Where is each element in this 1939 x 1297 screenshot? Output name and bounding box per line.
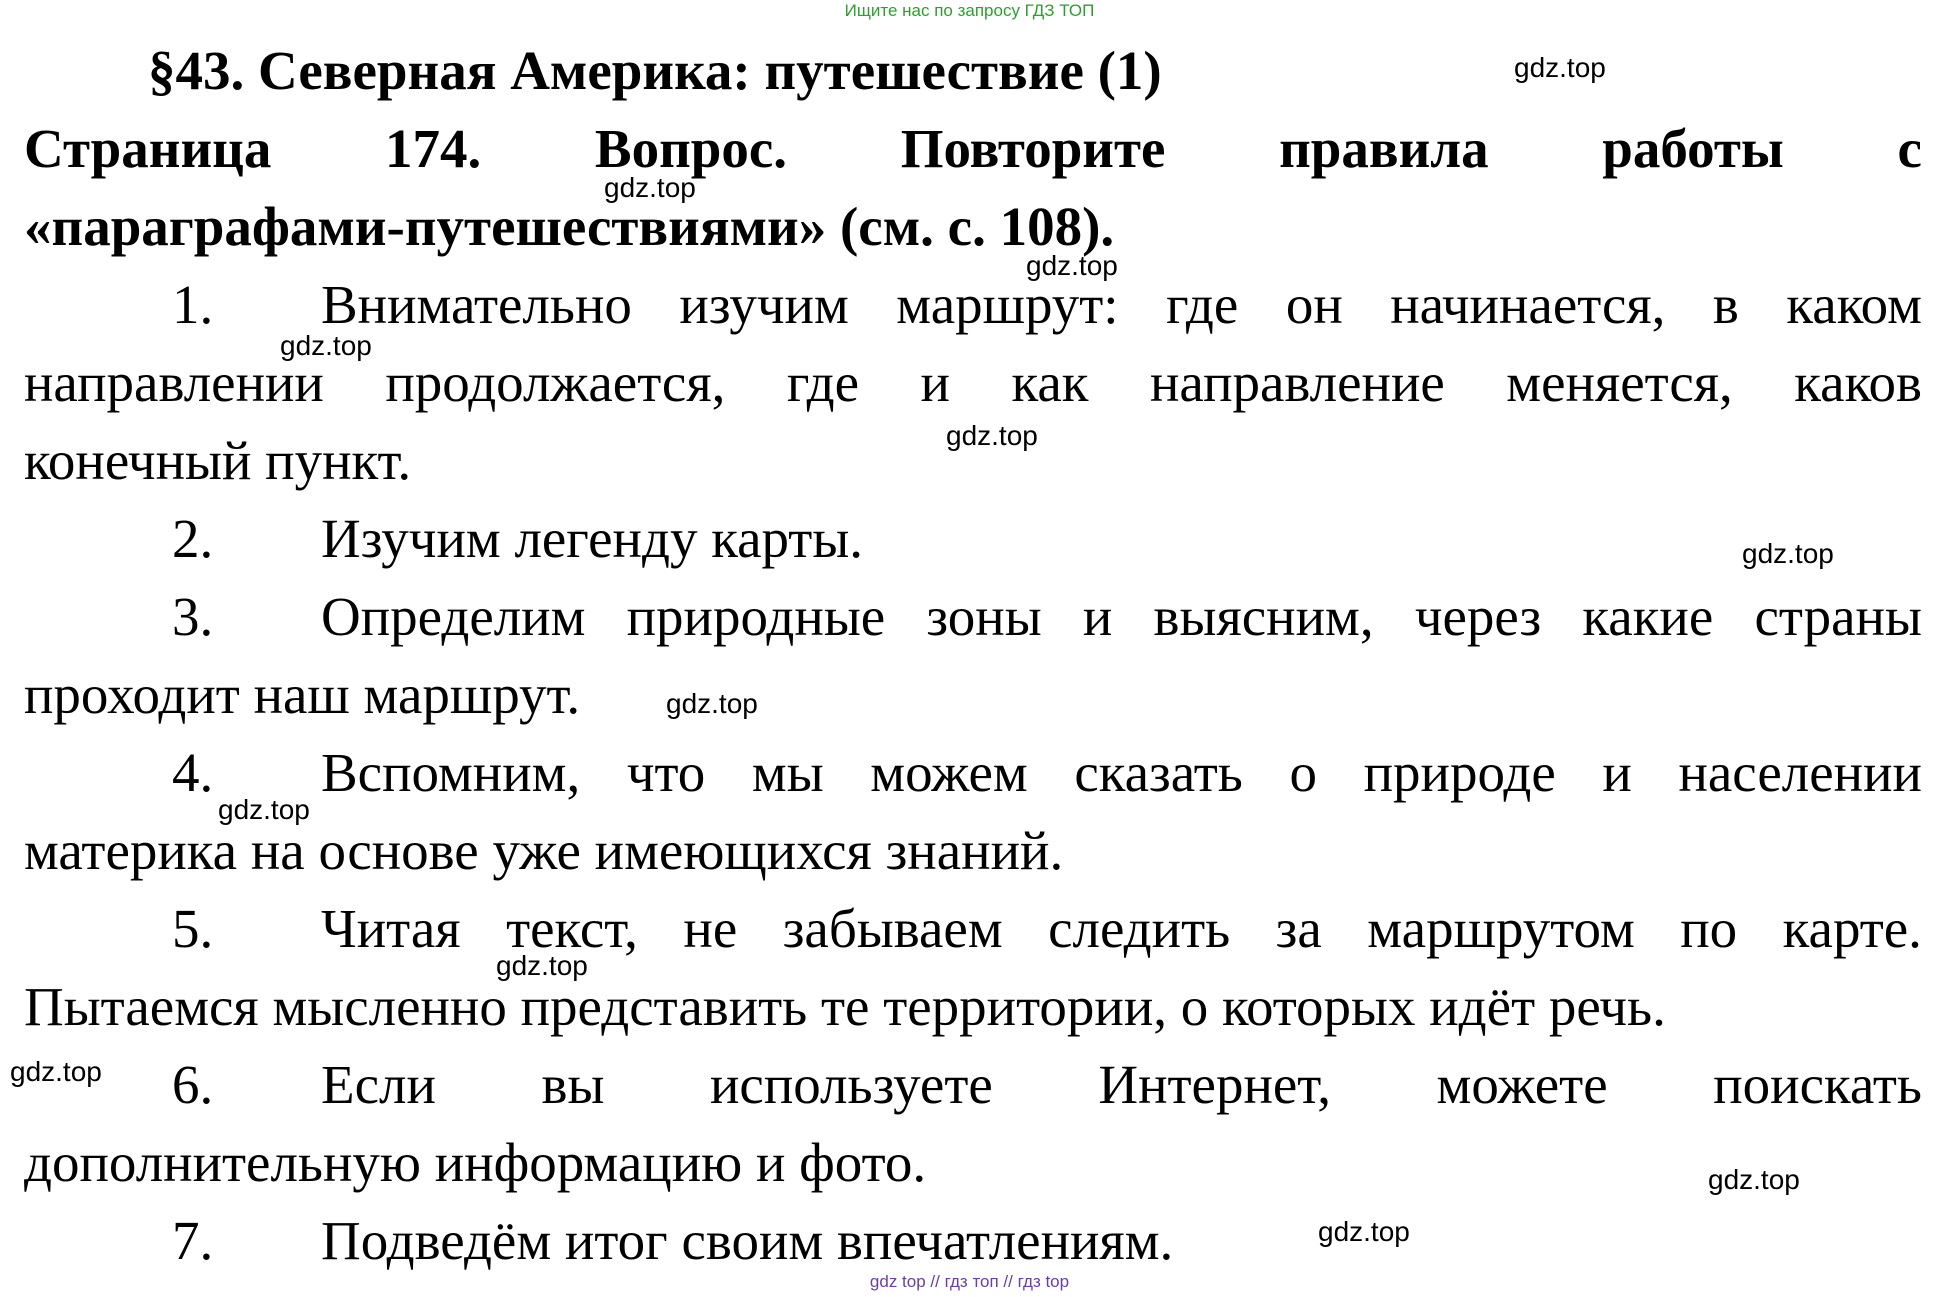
item-word: начинается, [1390, 274, 1666, 335]
question-word: Страница [24, 118, 272, 179]
item-word: каком [1786, 274, 1922, 335]
watermark: gdz.top [1026, 250, 1118, 281]
list-item-number: 2. [172, 508, 214, 569]
question-word: правила [1279, 118, 1489, 179]
watermark: gdz.top [666, 688, 758, 719]
item-word: забываем [782, 898, 1003, 959]
list-item-number: 7. [172, 1210, 214, 1271]
watermark: gdz.top [1514, 52, 1606, 83]
item-word: карте. [1782, 898, 1922, 959]
list-item-2 [24, 500, 1922, 578]
item-word: и [1082, 586, 1113, 647]
item-word: населении [1678, 742, 1922, 803]
item-word: где [786, 352, 860, 413]
item-word: поискать [1713, 1054, 1922, 1115]
list-item-number: 1. Внимательно [172, 274, 632, 335]
list-item-number: 3. Определим [172, 586, 586, 647]
item-word: мы [751, 742, 824, 803]
item-word: он [1285, 274, 1343, 335]
watermark: gdz.top [946, 420, 1038, 451]
item-word: в [1712, 274, 1739, 335]
item-word: сказать [1074, 742, 1243, 803]
item-word: Интернет, [1098, 1054, 1331, 1115]
list-item-5-line-2: Пытаемся мысленно представить те территории, о которых идёт речь. [24, 976, 1666, 1037]
question-word: Вопрос. [594, 118, 788, 179]
item-word: можете [1436, 1054, 1608, 1115]
list-item-6-line-2: дополнительную информацию и фото. [24, 1132, 927, 1193]
list-item-1-line-3: конечный пункт. [24, 430, 412, 491]
list-item-number: 4. Вспомним, [172, 742, 581, 803]
item-word: каков [1794, 352, 1922, 413]
item-word: страны [1754, 586, 1922, 647]
question-word: 174. [385, 118, 482, 179]
item-word: маршрут: [896, 274, 1119, 335]
list-item-text: Подведём итог своим впечатлениям. [321, 1210, 1174, 1271]
list-item-5-line-1 [24, 890, 1922, 968]
list-item-number: 6. Если [172, 1054, 436, 1115]
item-word: направлении [24, 352, 324, 413]
item-word: и [1602, 742, 1632, 803]
item-word: за [1275, 898, 1322, 959]
item-word: не [683, 898, 738, 959]
question-word: с [1897, 118, 1922, 179]
top-banner: Ищите нас по запросу ГДЗ ТОП [844, 1, 1095, 20]
page-title: §43. Северная Америка: путешествие (1) [148, 40, 1162, 101]
question-line-2: «параграфами-путешествиями» (см. с. 108). [24, 196, 1115, 257]
item-word: можем [870, 742, 1028, 803]
item-word: меняется, [1506, 352, 1733, 413]
watermark: gdz.top [496, 950, 588, 981]
watermark: gdz.top [1708, 1164, 1800, 1195]
item-word: следить [1048, 898, 1231, 959]
list-item-text: Изучим легенду карты. [321, 508, 864, 569]
item-word: вы [541, 1054, 605, 1115]
watermark: gdz.top [10, 1056, 102, 1087]
watermark: gdz.top [604, 172, 696, 203]
watermark: gdz.top [280, 330, 372, 361]
list-item-6-line-1 [24, 1046, 1922, 1124]
item-word: о [1289, 742, 1317, 803]
question-word: Повторите [900, 118, 1166, 179]
footer-links: gdz top // гдз топ // гдз top [869, 1272, 1070, 1291]
item-word: через [1414, 586, 1542, 647]
item-word: как [1011, 352, 1089, 413]
item-word: продолжается, [385, 352, 726, 413]
item-word: текст, [506, 898, 638, 959]
watermark: gdz.top [1742, 538, 1834, 569]
item-word: и [920, 352, 950, 413]
question-line-1 [24, 110, 1922, 188]
list-item-3-line-2: проходит наш маршрут. [24, 664, 581, 725]
list-item-3-line-1 [24, 578, 1922, 656]
item-word: по [1680, 898, 1738, 959]
watermark: gdz.top [218, 794, 310, 825]
item-word: где [1166, 274, 1239, 335]
item-word: какие [1582, 586, 1714, 647]
item-word: выясним, [1153, 586, 1374, 647]
item-word: что [626, 742, 706, 803]
item-word: природные [626, 586, 886, 647]
question-word: работы [1602, 118, 1784, 179]
list-item-number: 5. Читая [172, 898, 461, 959]
item-word: изучим [679, 274, 849, 335]
list-item-4-line-2: материка на основе уже имеющихся знаний. [24, 820, 1064, 881]
item-word: направление [1149, 352, 1445, 413]
item-word: природе [1363, 742, 1556, 803]
item-word: используете [709, 1054, 993, 1115]
watermark: gdz.top [1318, 1216, 1410, 1247]
item-word: маршрутом [1367, 898, 1635, 959]
item-word: зоны [926, 586, 1042, 647]
list-item-7 [24, 1202, 1922, 1280]
